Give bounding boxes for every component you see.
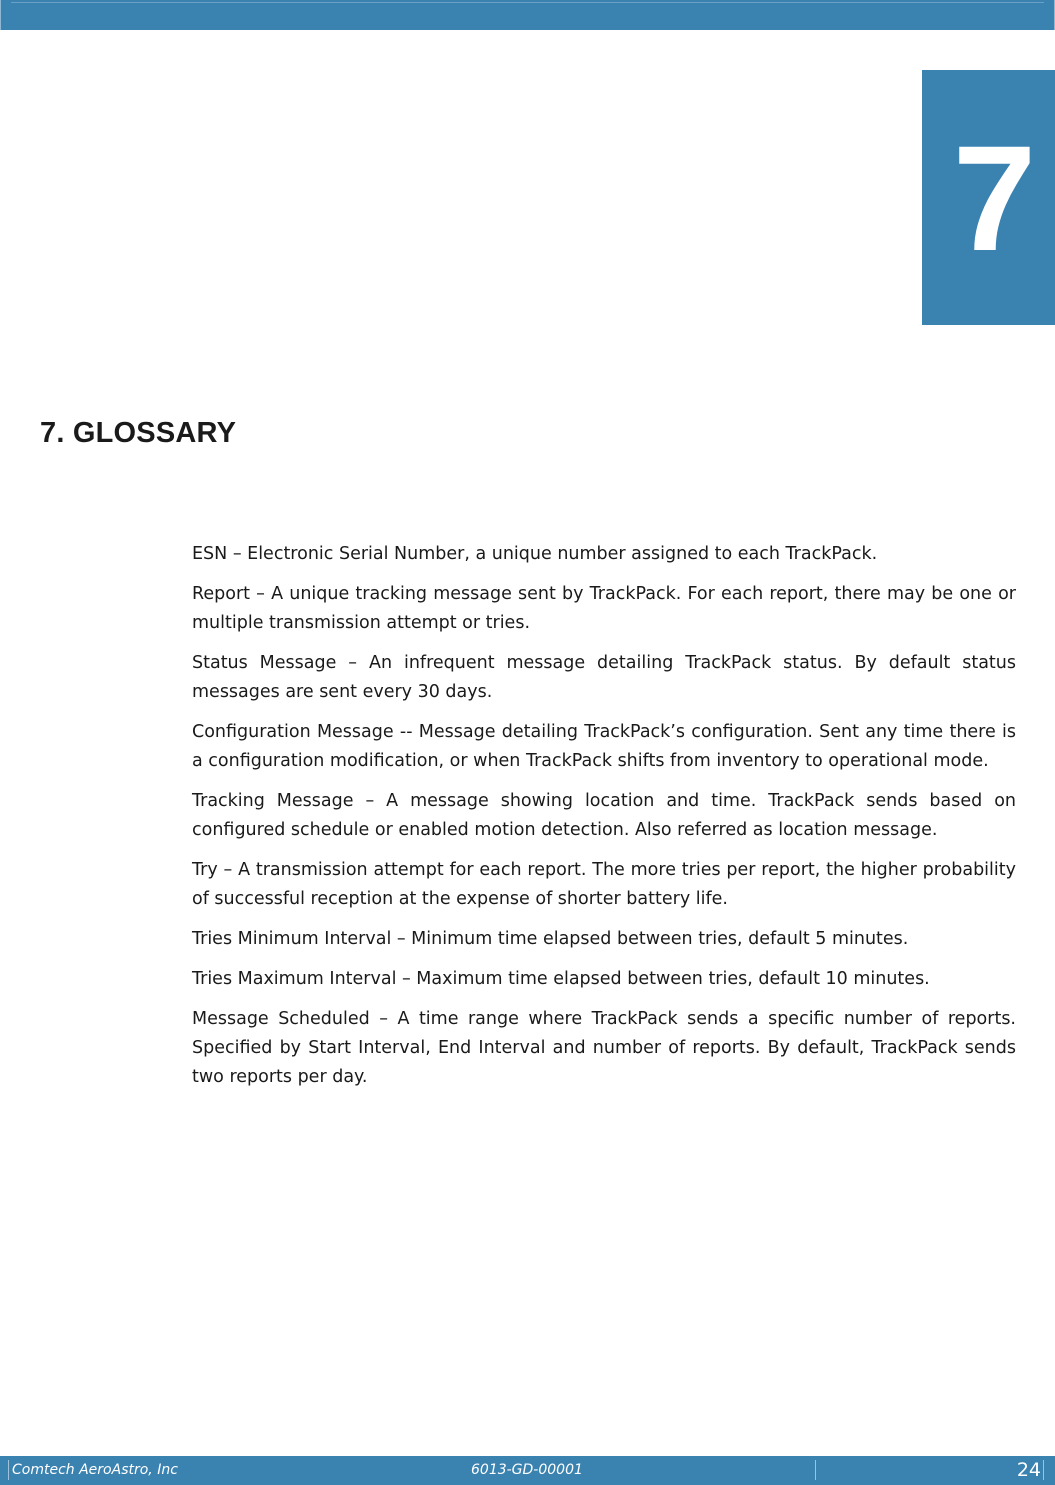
glossary-list — [192, 540, 1016, 1103]
header-rule — [11, 2, 1044, 3]
footer-divider — [8, 1460, 9, 1480]
chapter-tab — [922, 70, 1055, 325]
glossary-entry-tries-minimum-interval: Tries Minimum Interval – Minimum time elapsed between tries, default 5 minutes. — [192, 929, 909, 949]
glossary-entry-report: Report – A unique tracking message sent by TrackPack. For each report, there may be one or multiple transmission attempt or tries. — [192, 584, 1016, 633]
glossary-entry-message-scheduled: Message Scheduled – A time range where TrackPack sends a specific number of reports. Specified by Start Interval, End Interval and number of reports. By default, TrackPack sends two reports per day. — [192, 1009, 1016, 1087]
footer-bar — [0, 1456, 1055, 1485]
header-bar — [0, 0, 1055, 30]
footer-company: Comtech AeroAstro, Inc — [12, 1462, 178, 1478]
page-title: 7. GLOSSARY — [40, 417, 237, 449]
footer-page-number: 24 — [1016, 1459, 1041, 1481]
glossary-entry-tracking-message: Tracking Message – A message showing location and time. TrackPack sends based on configured schedule or enabled motion detection. Also referred as location message. — [192, 791, 1016, 840]
footer-divider — [815, 1460, 816, 1480]
glossary-entry-try: Try – A transmission attempt for each report. The more tries per report, the higher probability of successful reception at the expense of shorter battery life. — [192, 860, 1016, 909]
chapter-number: 7 — [952, 113, 1037, 282]
footer-doc-number: 6013-GD-00001 — [471, 1462, 583, 1478]
glossary-entry-esn: ESN – Electronic Serial Number, a unique number assigned to each TrackPack. — [192, 544, 878, 564]
glossary-entry-configuration-message: Configuration Message -- Message detailing TrackPack’s configuration. Sent any time there is a configuration modification, or when TrackPack shifts from inventory to operational mode. — [192, 722, 1016, 771]
glossary-entry-tries-maximum-interval: Tries Maximum Interval – Maximum time elapsed between tries, default 10 minutes. — [192, 969, 930, 989]
glossary-entry-status-message: Status Message – An infrequent message detailing TrackPack status. By default status messages are sent every 30 days. — [192, 653, 1016, 702]
footer-divider — [1043, 1460, 1044, 1480]
